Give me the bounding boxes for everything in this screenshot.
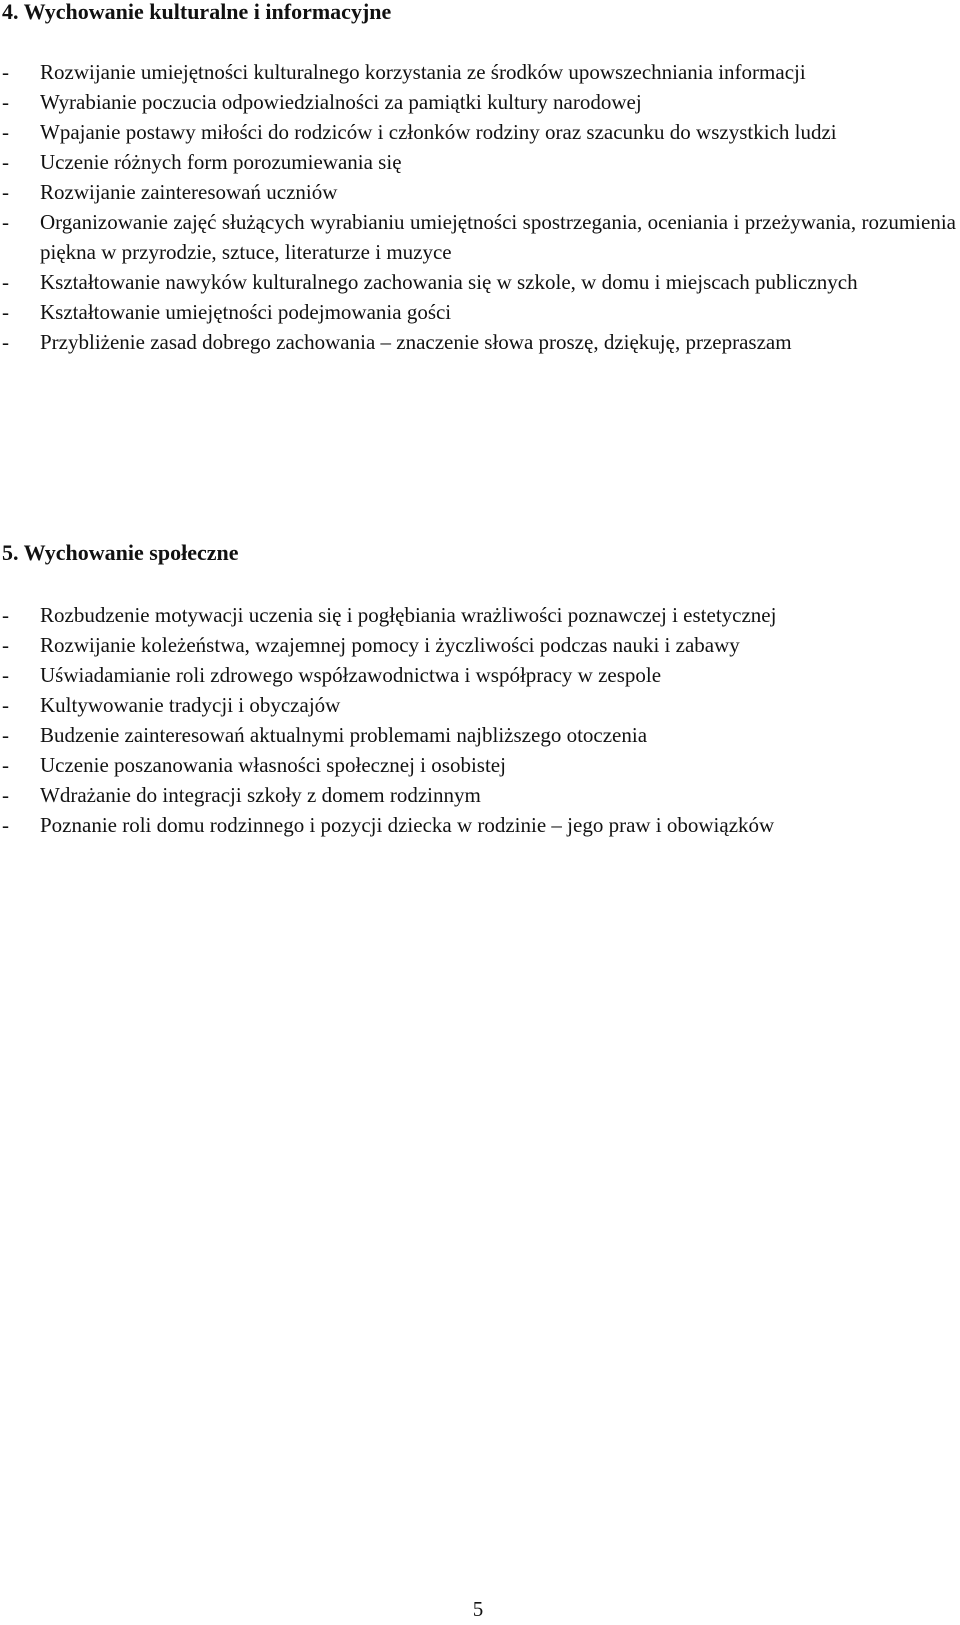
bullet-dash: - — [2, 813, 9, 837]
list-item-text: Uczenie poszanowania własności społecznej i osobistej — [40, 753, 506, 777]
bullet-dash: - — [2, 330, 9, 354]
list-item-text: Rozwijanie zainteresowań uczniów — [40, 180, 338, 204]
list-item — [0, 750, 956, 780]
list-item — [0, 660, 956, 690]
list-item — [0, 117, 956, 147]
list-item — [0, 810, 956, 840]
section-5-heading: 5. Wychowanie społeczne — [2, 540, 239, 565]
bullet-dash: - — [2, 210, 9, 234]
list-item-text: Organizowanie zajęć służących wyrabianiu umiejętności spostrzegania, oceniania i przeżywania, rozumienia piękna w przyrodzie, sztuce, literaturze i muzyce — [40, 210, 956, 264]
bullet-dash: - — [2, 120, 9, 144]
bullet-dash: - — [2, 300, 9, 324]
list-item — [0, 207, 956, 267]
bullet-dash: - — [2, 270, 9, 294]
list-item-text: Poznanie roli domu rodzinnego i pozycji dziecka w rodzinie – jego praw i obowiązków — [40, 813, 775, 837]
list-item — [0, 57, 956, 87]
section-5-list — [0, 600, 956, 840]
bullet-dash: - — [2, 693, 9, 717]
bullet-dash: - — [2, 723, 9, 747]
bullet-dash: - — [2, 753, 9, 777]
list-item — [0, 780, 956, 810]
section-4-list — [0, 57, 956, 357]
list-item-text: Rozwijanie umiejętności kulturalnego korzystania ze środków upowszechniania informacji — [40, 60, 806, 84]
bullet-dash: - — [2, 90, 9, 114]
list-item-text: Rozbudzenie motywacji uczenia się i pogłębiania wrażliwości poznawczej i estetycznej — [40, 603, 777, 627]
list-item-text: Uczenie różnych form porozumiewania się — [40, 150, 402, 174]
section-4-heading: 4. Wychowanie kulturalne i informacyjne — [2, 0, 392, 24]
bullet-dash: - — [2, 180, 9, 204]
list-item — [0, 327, 956, 357]
list-item — [0, 297, 956, 327]
list-item-text: Rozwijanie koleżeństwa, wzajemnej pomocy i życzliwości podczas nauki i zabawy — [40, 633, 740, 657]
list-item — [0, 177, 956, 207]
list-item-text: Budzenie zainteresowań aktualnymi problemami najbliższego otoczenia — [40, 723, 648, 747]
list-item — [0, 147, 956, 177]
list-item — [0, 720, 956, 750]
list-item-text: Kształtowanie umiejętności podejmowania gości — [40, 300, 452, 324]
list-item-text: Kształtowanie nawyków kulturalnego zachowania się w szkole, w domu i miejscach publicznych — [40, 270, 858, 294]
list-item-text: Wpajanie postawy miłości do rodziców i członków rodziny oraz szacunku do wszystkich ludzi — [40, 120, 837, 144]
list-item — [0, 630, 956, 660]
list-item-text: Wyrabianie poczucia odpowiedzialności za pamiątki kultury narodowej — [40, 90, 642, 114]
list-item-text: Przybliżenie zasad dobrego zachowania – znaczenie słowa proszę, dziękuję, przepraszam — [40, 330, 792, 354]
list-item-text: Kultywowanie tradycji i obyczajów — [40, 693, 341, 717]
list-item — [0, 600, 956, 630]
bullet-dash: - — [2, 60, 9, 84]
list-item-text: Uświadamianie roli zdrowego współzawodnictwa i współpracy w zespole — [40, 663, 662, 687]
list-item-text: Wdrażanie do integracji szkoły z domem rodzinnym — [40, 783, 481, 807]
list-item — [0, 690, 956, 720]
page-number: 5 — [472, 1597, 484, 1621]
bullet-dash: - — [2, 603, 9, 627]
bullet-dash: - — [2, 150, 9, 174]
list-item — [0, 267, 956, 297]
list-item — [0, 87, 956, 117]
bullet-dash: - — [2, 633, 9, 657]
bullet-dash: - — [2, 783, 9, 807]
bullet-dash: - — [2, 663, 9, 687]
